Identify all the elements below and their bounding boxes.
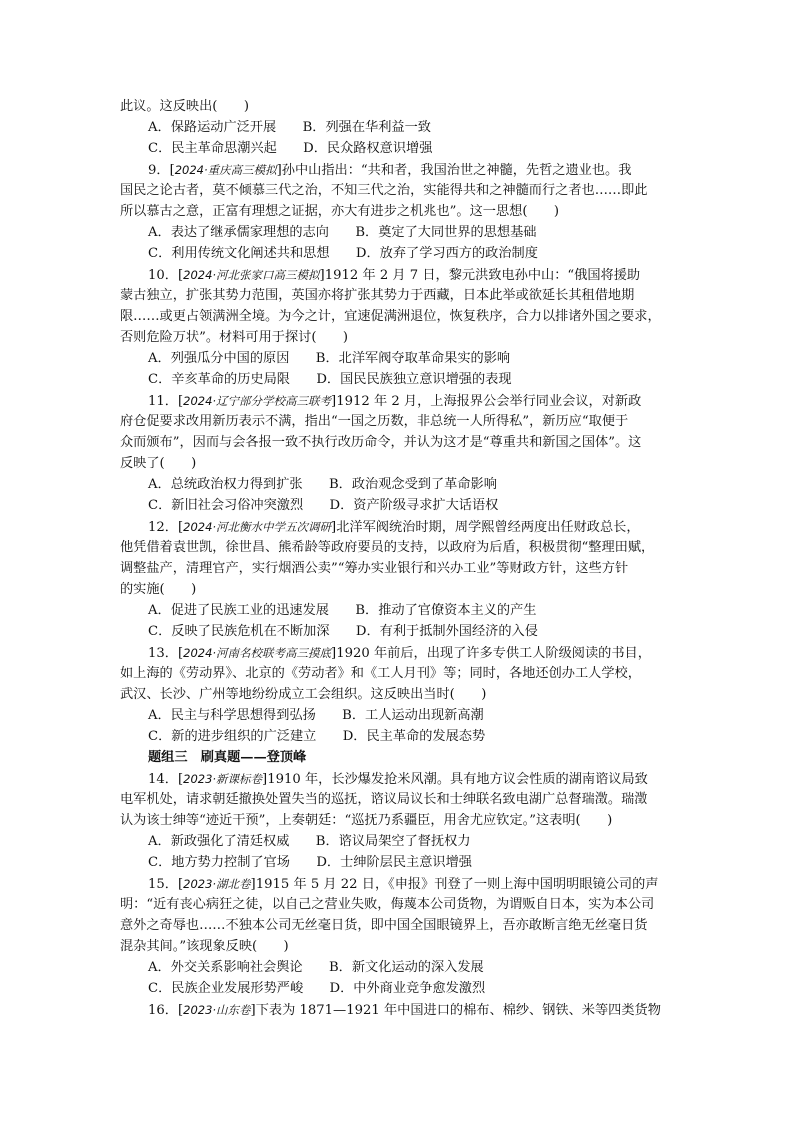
q10-options-cd [148,369,512,391]
q11-options-ab [148,474,497,496]
q9-stem-3 [120,201,559,223]
source-tag: 2023·湖北卷 [183,877,251,891]
q8-options-cd [148,138,432,160]
q10-stem-4 [120,327,348,349]
q10-stem-3 [120,306,661,328]
q12-stem-2 [120,537,654,559]
text: C．辛亥革命的历史局限 D．国民民族独立意识增强的表现 [148,372,512,387]
source-tag: 2024·河北张家口高三模拟 [183,268,320,282]
q13-options-ab [148,705,484,727]
q15-stem-3 [120,915,648,937]
text: C．反映了民族危机在不断加深 D．有利于抵制外国经济的入侵 [148,624,538,639]
text: C．民族企业发展形势严峻 D．中外商业竞争愈发激烈 [148,981,486,996]
text: ]孙中山指出：“共和者，我国治世之神髓，先哲之遗业也。我 [276,163,632,178]
q10-options-ab [148,348,510,370]
text: ]1912 年 2 月，上海报界公会举行同业会议，对新政 [331,394,642,409]
text: C．利用传统文化阐述共和思想 D．放弃了学习西方的政治制度 [148,246,538,261]
text: 如上海的《劳动界》、北京的《劳动者》和《工人月刊》等；同时，各地还创办工人学校， [120,666,641,681]
text: 电军机处，请求朝廷撤换处置失当的巡抚，谘议局议长和士绅联名致电湖广总督瑞澂。瑞澂 [120,792,648,807]
q13-stem [148,642,651,665]
text: ]1920 年前后，出现了许多专供工人阶级阅读的书目， [331,646,651,661]
text: 的实施( ) [120,582,197,597]
text: A．表达了继承儒家理想的志向 B．奠定了大同世界的思想基础 [148,225,537,240]
q12-stem-4 [120,579,196,601]
q11-stem-4 [120,453,196,475]
text: 10．[ [148,268,184,283]
q14-stem-3 [120,810,612,832]
q9-options-cd [148,243,538,265]
text: 调整盐产，清理官产，实行烟酒公卖”“筹办实业银行和兴办工业”等财政方针，这些方针 [120,561,629,576]
text: 府仓促要求改用新历表示不满，指出“一国之历数，非总统一人所得私”，新历应“取便于 [120,414,629,429]
q9-stem [148,159,631,182]
q9-stem-2 [120,180,648,202]
q10-stem-2 [120,285,634,307]
text: ]1910 年，长沙爆发抢米风潮。具有地方议会性质的湖南谘议局致 [262,772,648,787]
q11-options-cd [148,495,498,517]
q12-stem [148,516,640,539]
q8-stem-end [120,96,249,118]
source-tag: 2023·山东卷 [183,1003,251,1017]
q11-stem [148,390,641,413]
q12-options-cd [148,621,538,643]
text: 9．[ [148,163,175,178]
text: ]下表为 1871—1921 年中国进口的棉布、棉纱、钢铁、米等四类货物 [250,1003,661,1018]
text: 意外之奇辱也……不独本公司无丝毫日货，即中国全国眼镜界上，吾亦敢断言绝无丝毫日货 [120,918,648,933]
text: 国民之论古者，莫不倾慕三代之治，不知三代之治，实能得共和之神髓而行之者也……即此 [120,183,648,198]
q15-stem-2 [120,894,654,916]
text: 他凭借着袁世凯，徐世昌、熊希龄等政府要员的支持，以政府为后盾，积极贯彻“整理田赋， [120,540,655,555]
q15-options-cd [148,978,485,1000]
text: 14．[ [148,772,184,787]
text: 限……或更占领满洲全境。为今之计，宜速促满洲退位，恢复秩序，合力以排诸外国之要求， [120,309,661,324]
source-tag: 2024·河北衡水中学五次调研 [183,520,332,534]
text: 反映了( ) [120,456,197,471]
q15-stem-4 [120,936,289,958]
q13-options-cd [148,726,485,748]
text: 众而颁布”，因而与会各报一致不执行改历命令，并认为这才是“尊重共和新国之国体”。这 [120,435,642,450]
text: ]1912 年 2 月 7 日，黎元洪致电孙中山：“俄国将援助 [319,268,641,283]
q11-stem-3 [120,432,641,454]
text: 12．[ [148,520,184,535]
source-tag: 2023·新课标卷 [183,772,263,786]
text: 11．[ [148,394,184,409]
q12-options-ab [148,600,536,622]
text: A．外交关系影响社会舆论 B．新文化运动的深入发展 [148,960,484,975]
q9-options-ab [148,222,536,244]
text: A．促进了民族工业的迅速发展 B．推动了官僚资本主义的产生 [148,603,537,618]
q8-options-ab [148,117,431,139]
source-tag: 2024·重庆高三模拟 [174,163,277,177]
text: C．新旧社会习俗冲突激烈 D．资产阶级寻求扩大话语权 [148,498,499,513]
text: A．民主与科学思想得到弘扬 B．工人运动出现新高潮 [148,708,484,723]
text: A．列强瓜分中国的原因 B．北洋军阀夺取革命果实的影响 [148,351,511,366]
text: 16．[ [148,1003,184,1018]
q14-options-cd [148,852,472,874]
text: C．民主革命思潮兴起 D．民众路权意识增强 [148,141,433,156]
text: 否则危险万状”。材料可用于探讨( ) [120,330,349,345]
q14-stem [148,768,648,791]
source-tag: 2024·辽宁部分学校高三联考 [183,394,332,408]
q15-options-ab [148,957,484,979]
text: 蒙古独立，扩张其势力范围，英国亦将扩张其势力于西藏，日本此举或欲延长其租借地期 [120,288,635,303]
q12-stem-3 [120,558,628,580]
text: 所以慕古之意，正富有理想之证据，亦大有进步之机兆也”。这一思想( ) [120,204,560,219]
q14-stem-2 [120,789,648,811]
text: ]1915 年 5 月 22 日，《申报》刊登了一则上海中国明明眼镜公司的声 [250,877,659,892]
text: 13．[ [148,646,184,661]
q14-options-ab [148,831,471,853]
text: 15．[ [148,877,184,892]
q16-stem [148,999,661,1022]
text: 此议。这反映出( ) [120,99,249,114]
text: 认为该士绅等“迹近干预”，上奏朝廷：“巡抚乃系疆臣，用舍尤应钦定。”这表明( ) [120,813,613,828]
text: A．总统政治权力得到扩张 B．政治观念受到了革命影响 [148,477,497,492]
q10-stem [148,264,640,287]
text: A．保路运动广泛开展 B．列强在华利益一致 [148,120,431,135]
text: 明：“近有丧心病狂之徒，以自己之营业失败，侮蔑本公司货物，为谓贩自日本，实为本公司 [120,897,655,912]
q13-stem-2 [120,663,641,685]
text: ]北洋军阀统治时期，周学熙曾经两度出任财政总长， [331,520,640,535]
text: C．地方势力控制了官场 D．士绅阶层民主意识增强 [148,855,472,870]
q11-stem-2 [120,411,628,433]
text: A．新政强化了清廷权威 B．谘议局架空了督抚权力 [148,834,471,849]
text: 题组三 刷真题——登顶峰 [148,750,307,765]
q13-stem-3 [120,684,486,706]
text: C．新的进步组织的广泛建立 D．民主革命的发展态势 [148,729,486,744]
text: 武汉、长沙、广州等地纷纷成立工会组织。这反映出当时( ) [120,687,487,702]
source-tag: 2024·河南名校联考高三摸底 [183,646,332,660]
section-heading [148,747,306,769]
q15-stem [148,873,658,896]
text: 混杂其间。”该现象反映( ) [120,939,289,954]
